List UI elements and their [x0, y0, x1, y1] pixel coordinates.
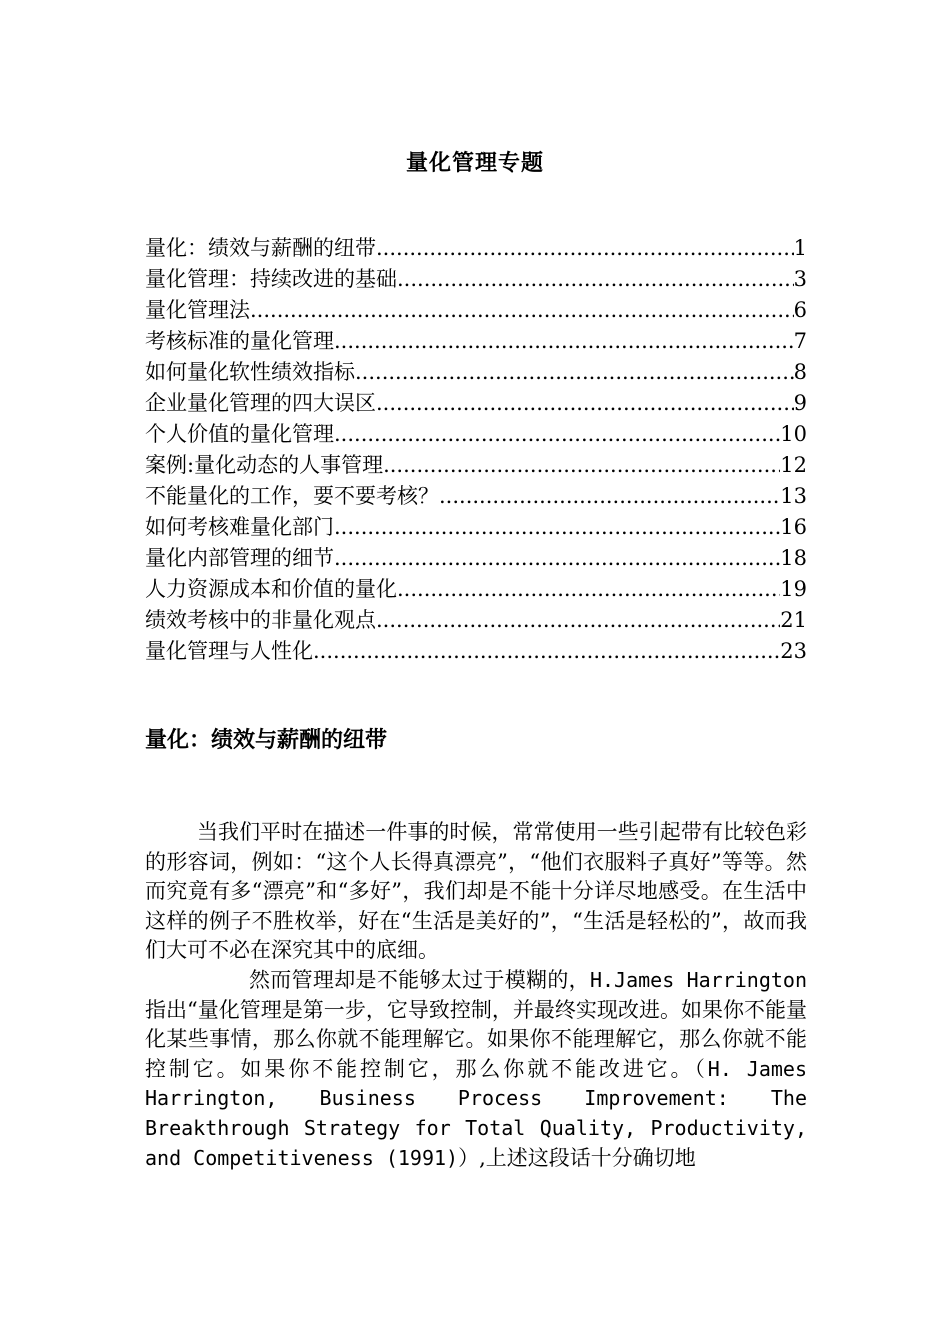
- toc-entry[interactable]: [145, 635, 807, 666]
- toc-entry-page: 8: [793, 360, 807, 384]
- toc-leader-dots: [334, 515, 780, 539]
- toc-leader-dots: [376, 391, 794, 415]
- toc-leader-dots: [397, 267, 794, 291]
- toc-entry-label: 企业量化管理的四大误区: [145, 391, 376, 415]
- toc-entry-page: 16: [780, 515, 807, 539]
- toc-entry[interactable]: [145, 542, 807, 573]
- toc-entry[interactable]: [145, 573, 807, 604]
- toc-entry[interactable]: [145, 480, 807, 511]
- toc-leader-dots: [383, 453, 780, 477]
- toc-entry[interactable]: [145, 263, 807, 294]
- toc-entry[interactable]: [145, 418, 807, 449]
- toc-entry-page: 6: [793, 298, 807, 322]
- toc-entry-label: 绩效考核中的非量化观点: [145, 608, 376, 632]
- toc-entry-label: 如何量化软性绩效指标: [145, 360, 355, 384]
- toc-entry[interactable]: [145, 294, 807, 325]
- paragraph-text: 然而管理却是不能够太过于模糊的，: [249, 967, 590, 992]
- toc-leader-dots: [376, 608, 780, 632]
- paragraph-text: ）,上述这段话十分确切地: [458, 1145, 696, 1170]
- toc-entry-label: 考核标准的量化管理: [145, 329, 334, 353]
- toc-entry[interactable]: [145, 604, 807, 635]
- toc-entry-page: 18: [780, 546, 807, 570]
- table-of-contents: [145, 232, 807, 666]
- toc-entry[interactable]: [145, 511, 807, 542]
- toc-entry-page: 21: [780, 608, 807, 632]
- toc-leader-dots: [397, 577, 780, 601]
- toc-entry-label: 量化：绩效与薪酬的纽带: [145, 236, 376, 260]
- paragraph: [145, 966, 807, 1173]
- toc-entry[interactable]: [145, 387, 807, 418]
- toc-entry-label: 量化管理与人性化: [145, 639, 313, 663]
- toc-entry-label: 量化内部管理的细节: [145, 546, 334, 570]
- toc-entry-page: 12: [780, 453, 807, 477]
- toc-entry-label: 个人价值的量化管理: [145, 422, 334, 446]
- toc-entry-label: 案例:量化动态的人事管理: [145, 453, 384, 477]
- toc-leader-dots: [355, 360, 794, 384]
- toc-entry-page: 1: [793, 236, 807, 260]
- toc-entry-page: 3: [793, 267, 807, 291]
- toc-entry-page: 7: [793, 329, 807, 353]
- toc-leader-dots: [313, 639, 780, 663]
- document-title: 量化管理专题: [405, 150, 544, 176]
- section-heading: 量化：绩效与薪酬的纽带: [145, 727, 388, 753]
- toc-leader-dots: [439, 484, 780, 508]
- toc-entry[interactable]: [145, 449, 807, 480]
- toc-leader-dots: [250, 298, 794, 322]
- citation: H. James Harrington, Business Process Improvement: The Breakthrough Strategy for Total Quality, Productivity, and Competitiveness (1991): [145, 1056, 808, 1170]
- toc-leader-dots: [334, 422, 780, 446]
- toc-entry-page: 9: [793, 391, 807, 415]
- toc-entry[interactable]: [145, 356, 807, 387]
- toc-entry-page: 10: [780, 422, 807, 446]
- body-text: [145, 818, 807, 1173]
- toc-entry-label: 如何考核难量化部门: [145, 515, 334, 539]
- toc-entry-page: 19: [780, 577, 807, 601]
- paragraph: 当我们平时在描述一件事的时候，常常使用一些引起带有比较色彩的形容词，例如：“这个人长得真漂亮”，“他们衣服料子真好”等等。然而究竟有多“漂亮”和“多好”，我们却是不能十分详尽地感受。在生活中这样的例子不胜枚举，好在“生活是美好的”，“生活是轻松的”，故而我们大可不必在深究其中的底细。: [145, 820, 807, 963]
- toc-entry-label: 人力资源成本和价值的量化: [145, 577, 397, 601]
- toc-entry-page: 23: [780, 639, 807, 663]
- toc-leader-dots: [376, 236, 794, 260]
- author-name: H.James Harrington: [589, 967, 808, 992]
- toc-entry[interactable]: [145, 232, 807, 263]
- toc-leader-dots: [334, 546, 780, 570]
- toc-entry-page: 13: [780, 484, 807, 508]
- toc-entry[interactable]: [145, 325, 807, 356]
- paragraph-text: 指出“量化管理是第一步，它导致控制，并最终实现改进。如果你不能量化某些事情，那么你就不能理解它。如果你不能理解它，那么你就不能控制它。如果你不能控制它，那么你就不能改进它。（: [145, 997, 807, 1081]
- toc-entry-label: 量化管理：持续改进的基础: [145, 267, 397, 291]
- toc-entry-label: 不能量化的工作，要不要考核？: [145, 484, 439, 508]
- toc-leader-dots: [334, 329, 794, 353]
- toc-entry-label: 量化管理法: [145, 298, 250, 322]
